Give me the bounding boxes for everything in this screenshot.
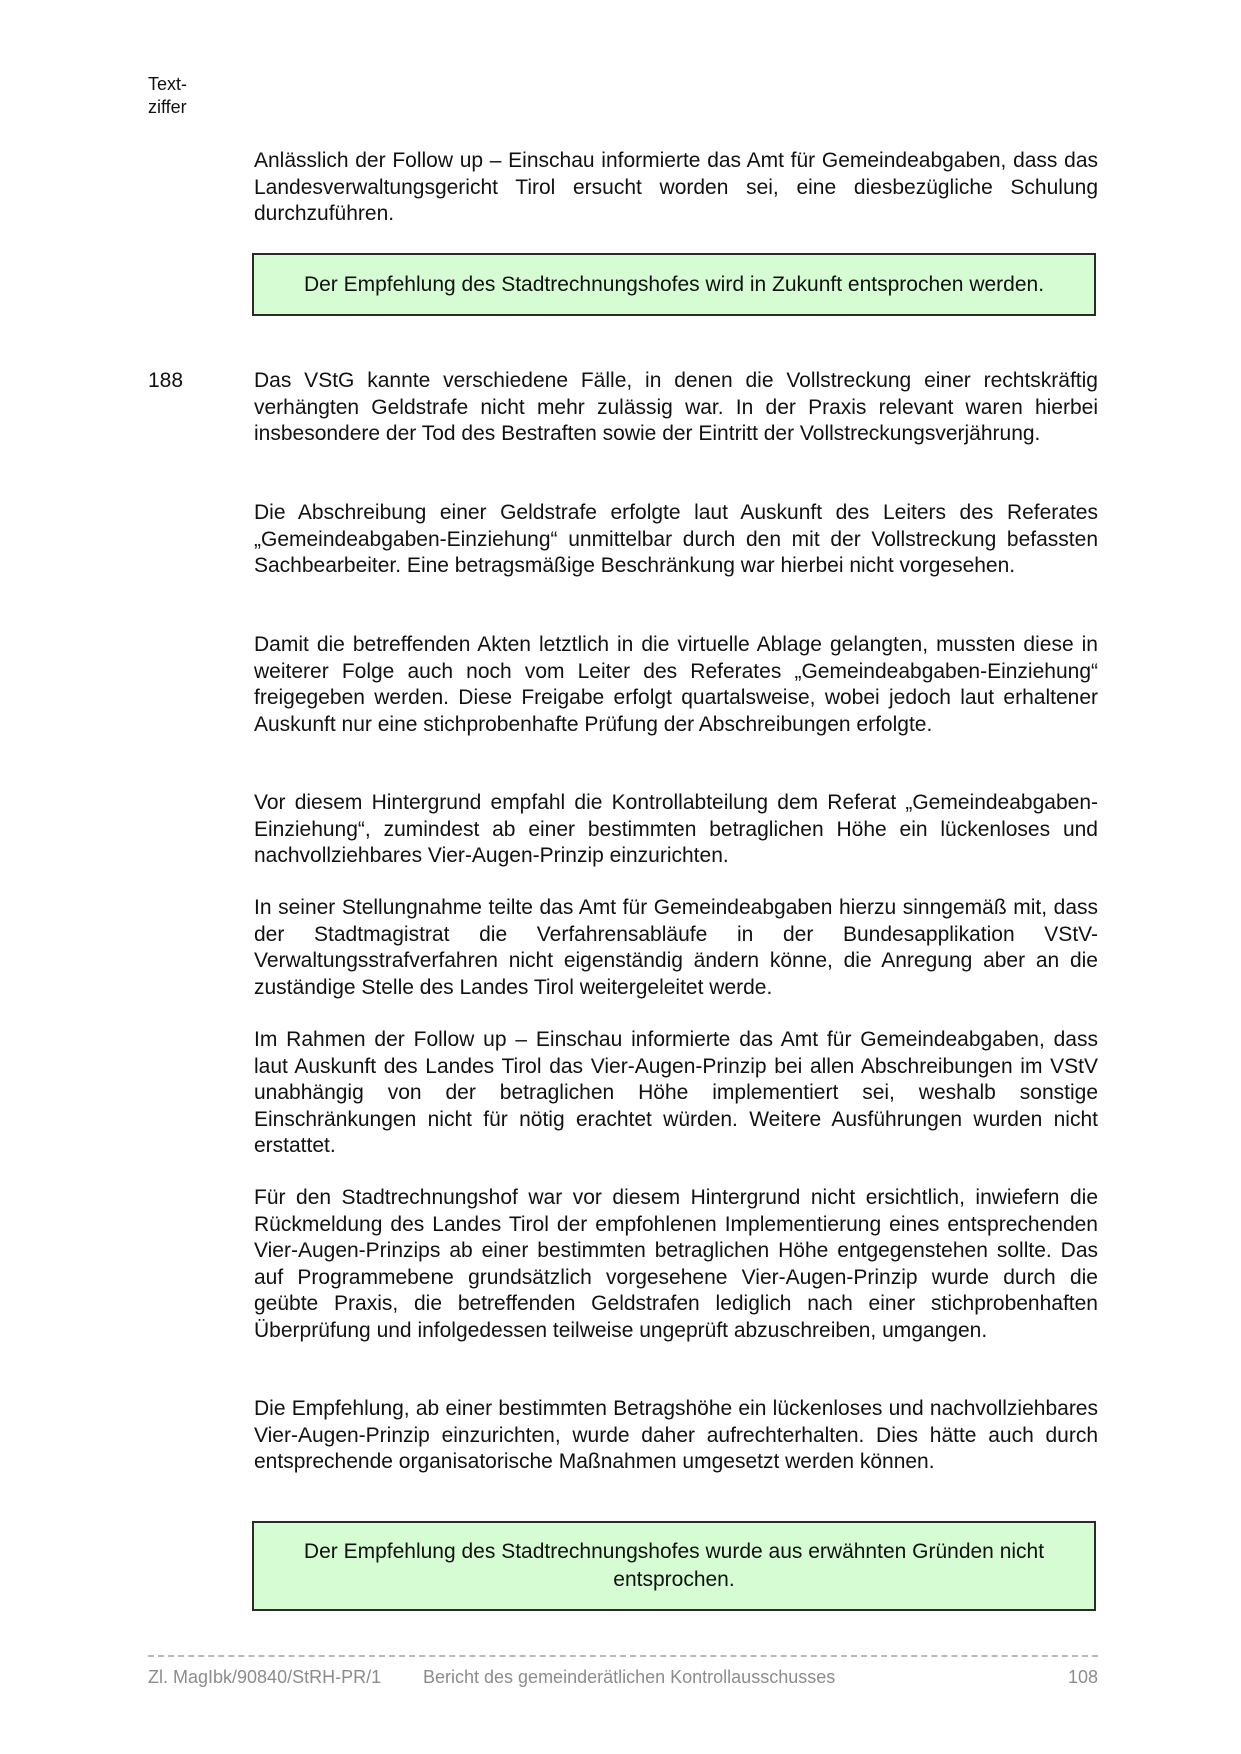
tz188-paragraph-6: Im Rahmen der Follow up – Einschau informierte das Amt für Gemeindeabgaben, dass laut Auskunft des Landes Tirol das Vier-Augen-Prinzip bei allen Abschreibungen im VStV unabhängig von der betraglichen Höhe implementiert sei, weshalb sonstige Einschränkungen nicht für nötig erachtet würden. Weitere Ausführungen wurden nicht erstattet. [254, 1028, 1098, 1157]
tz188-paragraph-8: Die Empfehlung, ab einer bestimmten Betragshöhe ein lückenloses und nachvollziehbares Vier-Augen-Prinzip einzurichten, wurde daher aufrechterhalten. Dies hätte auch durch entsprechende organisatorische Maßnahmen umgesetzt werden können. [254, 1397, 1098, 1473]
tz188-paragraph-2: Die Abschreibung einer Geldstrafe erfolgte laut Auskunft des Leiters des Referates „Gemeindeabgaben-Einziehung“ unmittelbar durch den mit der Vollstreckung befassten Sachbearbeiter. Eine betragsmäßige Beschränkung war hierbei nicht vorgesehen. [254, 501, 1098, 577]
tz188-paragraph-7: Für den Stadtrechnungshof war vor diesem Hintergrund nicht ersichtlich, inwiefern die Rückmeldung des Landes Tirol der empfohlenen Implementierung eines entsprechenden Vier-Augen-Prinzips ab einer bestimmten betraglichen Höhe entgegenstehen sollte. Das auf Programmebene grundsätzlich vorgesehene Vier-Augen-Prinzip wurde durch die geübte Praxis, die betreffenden Geldstrafen lediglich nach einer stichprobenhaften Überprüfung und infolgedessen teilweise ungeprüft abzuschreiben, umgangen. [254, 1186, 1098, 1342]
tz188-paragraph-3: Damit die betreffenden Akten letztlich in die virtuelle Ablage gelangten, mussten diese in weiterer Folge auch noch vom Leiter des Referates „Gemeindeabgaben-Einziehung“ freigegeben werden. Diese Freigabe erfolgt quartalsweise, wobei jedoch laut erhaltener Auskunft nur eine stichprobenhafte Prüfung der Abschreibungen erfolgte. [254, 633, 1098, 736]
tz188-paragraph-1: Das VStG kannte verschiedene Fälle, in denen die Vollstreckung einer rechtskräftig verhängten Geldstrafe nicht mehr zulässig war. In der Praxis relevant waren hierbei insbesondere der Tod des Bestraften sowie der Eintritt der Vollstreckungsverjährung. [254, 369, 1098, 445]
footer-divider [148, 1655, 1098, 1657]
textziffer-number-188: 188 [148, 369, 184, 392]
tz188-paragraph-4: Vor diesem Hintergrund empfahl die Kontrollabteilung dem Referat „Gemeindeabgaben-Einziehung“, zumindest ab einer bestimmten betraglichen Höhe ein lückenloses und nachvollziehbares Vier-Augen-Prinzip einzurichten. [254, 791, 1098, 867]
footer-title: Bericht des gemeinderätlichen Kontrollausschusses [423, 1667, 836, 1687]
recommendation-box-1-text: Der Empfehlung des Stadtrechnungshofes wird in Zukunft entsprochen werden. [303, 272, 1045, 296]
intro-paragraph: Anlässlich der Follow up – Einschau informierte das Amt für Gemeindeabgaben, dass das Landesverwaltungsgericht Tirol ersucht worden sei, eine diesbezügliche Schulung durchzuführen. [254, 149, 1098, 225]
margin-label-line-1: Text- [148, 74, 188, 94]
recommendation-box-2 [252, 1521, 1096, 1611]
tz188-paragraph-5: In seiner Stellungnahme teilte das Amt für Gemeindeabgaben hierzu sinngemäß mit, dass der Stadtmagistrat die Verfahrensabläufe in der Bundesapplikation VStV-Verwaltungsstrafverfahren nicht eigenständig ändern könne, die Anregung aber an die zuständige Stelle des Landes Tirol weitergeleitet werde. [254, 896, 1098, 999]
margin-label-line-2: ziffer [148, 97, 187, 117]
footer-page-number: 108 [1067, 1667, 1098, 1687]
recommendation-box-1 [252, 253, 1096, 316]
page-footer [148, 1667, 1098, 1691]
recommendation-box-2-text: Der Empfehlung des Stadtrechnungshofes wurde aus erwähnten Gründen nicht entsprochen. [303, 1540, 1045, 1591]
footer-reference: Zl. MagIbk/90840/StRH-PR/1 [148, 1667, 382, 1687]
margin-label-textziffer [148, 73, 228, 119]
